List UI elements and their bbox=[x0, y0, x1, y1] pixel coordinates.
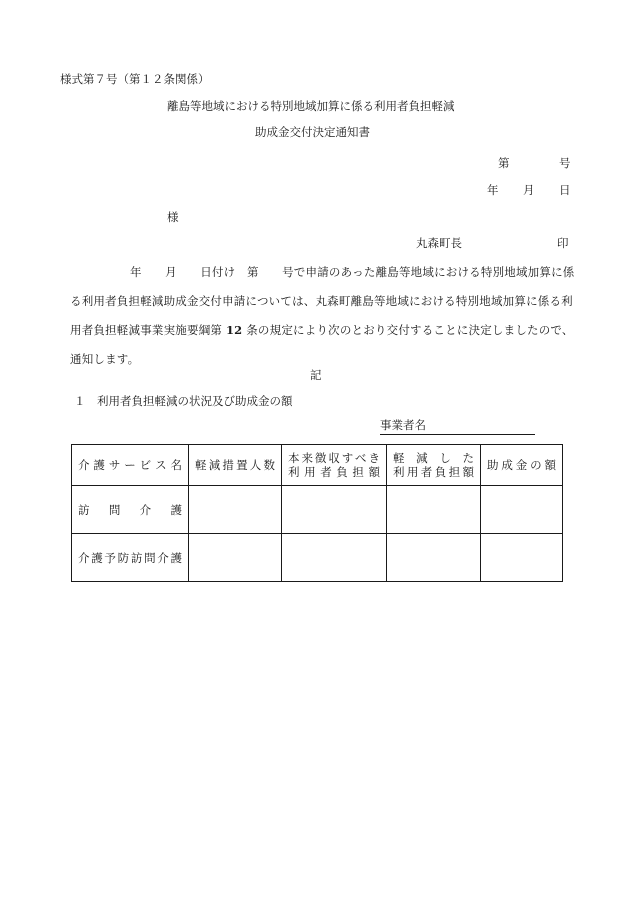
header-original-burden bbox=[282, 445, 387, 486]
body-text-prefix: 年 月 日付け 第 号で申請のあった離島等地域における特別地域加算に係る利用者負担軽減助成金交付申請については、丸森町離島等地域における特別地域加算に係る利用者負担軽減事業実施要綱第 bbox=[70, 265, 575, 337]
cell-subsidy[interactable] bbox=[481, 486, 563, 534]
form-id: 様式第７号（第１２条関係） bbox=[60, 72, 210, 86]
date-day: 日 bbox=[559, 183, 571, 197]
date-year: 年 bbox=[487, 183, 499, 197]
cell-count[interactable] bbox=[189, 486, 282, 534]
header-original-line2: 利用者負担額 bbox=[288, 465, 380, 479]
body-text-suffix: 条の規定により次のとおり交付することに決定しましたので、通知します。 bbox=[70, 323, 574, 366]
header-subsidy: 助成金の額 bbox=[481, 445, 563, 486]
header-service: 介護サービス名 bbox=[72, 445, 189, 486]
header-reduced-line1: 軽減した bbox=[393, 451, 474, 465]
row-service-home-care: 訪問介護 bbox=[72, 486, 189, 534]
doc-number-suffix: 号 bbox=[559, 156, 571, 170]
title-line-2: 助成金交付決定通知書 bbox=[255, 125, 370, 139]
cell-subsidy[interactable] bbox=[481, 534, 563, 582]
table-row bbox=[72, 534, 563, 582]
cell-original-burden[interactable] bbox=[282, 534, 387, 582]
cell-count[interactable] bbox=[189, 534, 282, 582]
header-reduced-line2: 利用者負担額 bbox=[393, 465, 474, 479]
addressee-suffix: 様 bbox=[167, 210, 179, 224]
title-line-1: 離島等地域における特別地域加算に係る利用者負担軽減 bbox=[167, 99, 455, 113]
doc-number-prefix: 第 bbox=[498, 156, 510, 170]
cell-original-burden[interactable] bbox=[282, 486, 387, 534]
date-month: 月 bbox=[523, 183, 535, 197]
business-name-field bbox=[380, 420, 535, 435]
header-original-line1: 本来徴収すべき bbox=[288, 451, 380, 465]
issuer-seal: 印 bbox=[557, 236, 569, 250]
section-1-heading: １ 利用者負担軽減の状況及び助成金の額 bbox=[74, 394, 293, 408]
header-reduced-burden bbox=[387, 445, 481, 486]
cell-reduced-burden[interactable] bbox=[387, 534, 481, 582]
article-number: 12 bbox=[225, 323, 243, 337]
body-paragraph bbox=[70, 258, 578, 374]
issuer-name: 丸森町長 bbox=[416, 236, 462, 250]
cell-reduced-burden[interactable] bbox=[387, 486, 481, 534]
table-header-row bbox=[72, 445, 563, 486]
row-service-preventive-home-care: 介護予防訪問介護 bbox=[72, 534, 189, 582]
subsidy-table bbox=[71, 444, 563, 582]
table-row bbox=[72, 486, 563, 534]
header-count: 軽減措置人数 bbox=[189, 445, 282, 486]
business-name-label: 事業者名 bbox=[380, 418, 426, 432]
ki-label: 記 bbox=[310, 368, 322, 382]
